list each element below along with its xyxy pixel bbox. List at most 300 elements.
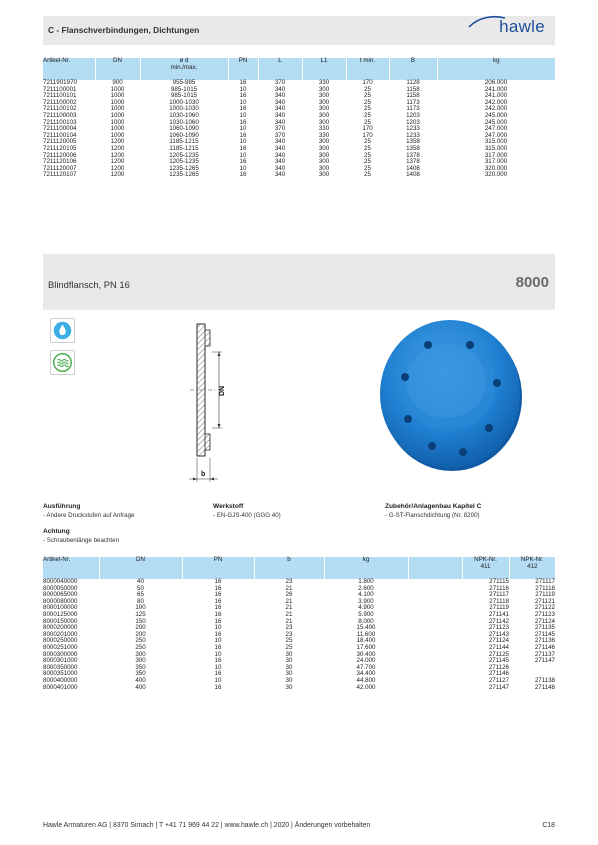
table-cell: 25 (364, 105, 371, 113)
ausfuehrung-text: - Andere Druckstufen auf Anfrage (43, 512, 135, 519)
table-header-row (43, 58, 555, 80)
table-cell: 271144 (488, 643, 509, 651)
table-cell: 315.000 (484, 144, 508, 152)
table-cell: 1205-1235 (169, 151, 199, 159)
table-cell: 340 (274, 138, 286, 146)
col-artikel: Artikel-Nr. (43, 557, 99, 579)
table-row (43, 658, 555, 665)
table-cell: 1205-1235 (169, 158, 199, 166)
table-cell: 271148 (534, 683, 555, 691)
table-cell: 1408 (406, 171, 420, 179)
table-cell: 271117 (535, 578, 555, 585)
werkstoff-text: - EN-GJS-400 (GGG 40) (213, 512, 281, 519)
spacer-cell (408, 678, 462, 685)
table-row (43, 665, 555, 672)
table-row (43, 172, 555, 179)
blind-flange-table (43, 557, 555, 691)
table-cell: 16 (214, 670, 222, 678)
col-artikel: Artikel-Nr. (43, 58, 95, 80)
table-cell: 1173 (406, 98, 420, 106)
water-drop-icon (50, 318, 75, 343)
table-cell: 16 (214, 617, 222, 625)
table-cell: 7211901970 (43, 79, 77, 86)
table-cell: 1000 (110, 125, 125, 133)
achtung-text: - Schraubenlänge beachten (43, 537, 120, 544)
table-cell: 7211120105 (43, 144, 77, 152)
table-cell: 271124 (488, 637, 509, 645)
table-cell: 8000150000 (43, 617, 78, 625)
table-cell: 50 (137, 584, 144, 592)
table-cell: 1358 (406, 138, 420, 146)
table-cell: 7211120006 (43, 151, 77, 159)
table-cell: 8000351000 (43, 670, 78, 678)
achtung-heading: Achtung (43, 528, 70, 535)
table-cell: 34.400 (356, 670, 376, 678)
table-cell: 300 (318, 98, 330, 106)
table-cell: 10 (239, 151, 247, 159)
table-cell: 7211100103 (43, 118, 77, 126)
table-cell: 1185-1215 (169, 144, 199, 152)
page-footer (43, 822, 555, 829)
table-cell: 30 (285, 676, 293, 684)
table-cell: 125 (135, 610, 146, 618)
table-header-row (43, 557, 555, 579)
table-row (43, 645, 555, 652)
spacer-cell (408, 599, 462, 606)
table-cell: 10 (214, 624, 222, 632)
table-cell: 271146 (488, 670, 509, 678)
table-cell: 271145 (488, 657, 509, 665)
table-cell: 7211120005 (43, 138, 77, 146)
table-cell: 1000-1030 (169, 98, 199, 106)
table-cell: 241.000 (484, 92, 508, 100)
table-cell: 30 (285, 683, 293, 691)
table-cell: 245.000 (484, 111, 508, 119)
table-cell: 400 (135, 676, 146, 684)
table-cell: 16 (239, 158, 247, 166)
spacer-cell (408, 658, 462, 665)
table-cell: 25 (364, 98, 371, 106)
table-cell: 11.600 (356, 630, 376, 638)
table-cell: 47.700 (356, 663, 376, 671)
table-cell: 7211120106 (43, 158, 77, 166)
table-cell: 1233 (406, 131, 420, 139)
table-cell: 10 (214, 637, 222, 645)
table-cell: 2.600 (358, 584, 374, 592)
table-cell: 7211120007 (43, 164, 77, 172)
table-cell: 340 (274, 164, 286, 172)
spacer-cell (408, 632, 462, 639)
table-row (43, 671, 555, 678)
table-cell: 1200 (110, 164, 125, 172)
table-cell: 300 (318, 118, 330, 126)
page-header (43, 16, 555, 45)
col-tmin: t min. (346, 58, 389, 80)
table-cell: 16 (239, 144, 247, 152)
col-b: b (254, 557, 324, 579)
table-cell: 7211120107 (43, 171, 77, 179)
table-cell: 1128 (406, 79, 420, 86)
table-cell: 320.000 (484, 164, 508, 172)
table-cell: 1030-1060 (169, 111, 199, 119)
table-cell: 340 (274, 158, 286, 166)
table-cell: 300 (318, 171, 330, 179)
table-cell: 8000250000 (43, 637, 78, 645)
table-cell: 1200 (110, 171, 125, 179)
spacer-cell (408, 652, 462, 659)
spacer-cell (408, 625, 462, 632)
table-cell: 8000200000 (43, 624, 78, 632)
table-cell: 8000350000 (43, 663, 78, 671)
table-cell: 315.000 (484, 138, 508, 146)
table-cell: 170 (362, 131, 373, 139)
table-cell: 985-1015 (170, 85, 198, 93)
table-cell: 370 (274, 79, 286, 86)
table-cell: 25 (364, 111, 371, 119)
table-cell: 21 (285, 584, 293, 592)
table-cell: 16 (239, 105, 247, 113)
technical-drawing (180, 316, 250, 488)
col-b: B (389, 58, 437, 80)
table-cell: 271135 (534, 624, 555, 632)
table-cell: 271117 (489, 591, 509, 599)
table-cell: 8000100000 (43, 604, 78, 612)
table-cell: 1235-1265 (169, 171, 199, 179)
col-od: ø d min./max. (140, 58, 228, 80)
table-cell: 8000300000 (43, 650, 78, 658)
table-cell: 7211100002 (43, 98, 77, 106)
table-cell: 8000401000 (43, 683, 78, 691)
blind-flange-image (378, 315, 526, 475)
table-cell: 18.400 (356, 637, 376, 645)
table-cell: 5.900 (358, 610, 374, 618)
table-cell: 340 (274, 111, 286, 119)
table-cell: 1000 (110, 118, 125, 126)
table-cell: 1060-1090 (169, 125, 199, 133)
table-cell: 1378 (406, 158, 420, 166)
table-cell: 1173 (406, 105, 420, 113)
col-l1: L1 (302, 58, 346, 80)
table-cell: 65 (137, 591, 144, 599)
col-npk-412: NPK-Nr. 412 (509, 557, 555, 579)
table-cell: 1000 (110, 92, 125, 100)
table-cell: 10 (214, 650, 222, 658)
table-cell: 271115 (489, 578, 509, 585)
table-cell: 30 (285, 663, 293, 671)
table-cell: 10 (239, 125, 247, 133)
hawle-logo (465, 17, 545, 45)
table-cell: 25 (364, 144, 371, 152)
table-cell: 955-985 (172, 79, 196, 86)
table-cell: 1000 (110, 105, 125, 113)
table-cell: 25 (364, 158, 371, 166)
table-cell: 300 (135, 657, 146, 665)
table-cell: 250 (135, 637, 146, 645)
table-cell: 300 (318, 151, 330, 159)
table-cell: 271143 (488, 630, 509, 638)
spacer-cell (408, 605, 462, 612)
table-cell: 300 (318, 158, 330, 166)
col-npk-411: NPK-Nr. 411 (462, 557, 509, 579)
table-cell: 21 (285, 610, 293, 618)
table-cell: 42.000 (356, 683, 376, 691)
table-cell: 271126 (488, 663, 509, 671)
spacer-cell (408, 671, 462, 678)
table-cell: 16 (214, 610, 222, 618)
table-cell: 200 (135, 630, 146, 638)
table-cell: 271125 (488, 650, 509, 658)
table-cell: 317.000 (484, 158, 508, 166)
table-cell: 300 (318, 111, 330, 119)
table-cell: 400 (135, 683, 146, 691)
table-cell: 16 (239, 171, 247, 179)
table-cell (509, 665, 555, 672)
table-cell: 26 (285, 591, 293, 599)
spacer-cell (408, 619, 462, 626)
table-cell: 1200 (110, 158, 125, 166)
table-row (43, 599, 555, 606)
table-cell: 1235-1265 (169, 164, 199, 172)
spacer-cell (408, 592, 462, 599)
table-cell: 340 (274, 85, 286, 93)
table-row (43, 605, 555, 612)
table-cell: 4.100 (358, 591, 374, 599)
table-cell: 24.000 (356, 657, 376, 665)
table-row (43, 632, 555, 639)
table-cell: 8000040000 (43, 578, 78, 585)
table-cell: 16 (214, 630, 222, 638)
table-cell: 170 (362, 79, 373, 86)
spacer-cell (408, 612, 462, 619)
footer-text: Hawle Armaturen AG | 8370 Sirnach | T +41 71 969 44 22 | www.hawle.ch | 2020 | Änderungen vorbehalten (43, 822, 371, 829)
table-cell: 271141 (488, 610, 509, 618)
table-cell: 340 (274, 171, 286, 179)
table-row (43, 612, 555, 619)
table-row (43, 638, 555, 645)
table-cell: 271118 (489, 597, 509, 605)
table-cell: 1185-1215 (169, 138, 199, 146)
table-cell: 250 (135, 643, 146, 651)
dn-dimension-label: DN (219, 385, 226, 396)
table-cell: 8000301000 (43, 657, 78, 665)
table-cell: 271147 (488, 683, 509, 691)
table-cell: 1060-1090 (169, 131, 199, 139)
table-cell: 7211100101 (43, 92, 77, 100)
table-cell: 8000050000 (43, 584, 78, 592)
table-cell: 271123 (488, 624, 509, 632)
table-cell: 300 (318, 92, 330, 100)
table-cell: 1158 (406, 92, 420, 100)
table-cell: 8000125000 (43, 610, 78, 618)
table-cell: 8000251000 (43, 643, 78, 651)
table-cell: 1203 (406, 118, 420, 126)
table-cell: 1200 (110, 138, 125, 146)
table-cell: 8000080000 (43, 597, 78, 605)
table-cell: 25 (364, 92, 371, 100)
table-cell: 25 (285, 643, 293, 651)
table-cell: 8000065000 (43, 591, 78, 599)
table-cell: 3.900 (358, 597, 374, 605)
table-cell: 271124 (534, 617, 555, 625)
table-cell: 242.000 (484, 98, 508, 106)
table-cell: 900 (112, 79, 123, 86)
table-cell: 10 (239, 138, 247, 146)
table-cell: 1000 (110, 131, 125, 139)
table-cell: 25 (364, 85, 371, 93)
table-cell: 350 (135, 670, 146, 678)
table-cell: 271142 (488, 617, 509, 625)
table-cell: 21 (285, 617, 293, 625)
table-cell: 21 (285, 604, 293, 612)
product-code: 8000 (515, 274, 549, 291)
table-cell: 1200 (110, 151, 125, 159)
table-row (43, 579, 555, 586)
table-row (43, 592, 555, 599)
table-cell: 370 (274, 131, 286, 139)
spacer-cell (408, 638, 462, 645)
table-cell: 23 (285, 624, 293, 632)
table-cell: 300 (318, 85, 330, 93)
table-cell: 8000201000 (43, 630, 78, 638)
table-cell: 170 (362, 125, 373, 133)
spacer-cell (408, 579, 462, 586)
table-cell: 30 (285, 657, 293, 665)
table-cell: 7211100004 (43, 125, 77, 133)
col-pn: PN (228, 58, 258, 80)
table-cell: 271146 (534, 643, 555, 651)
spacer-cell (408, 586, 462, 593)
table-cell: 350 (135, 663, 146, 671)
spacer-cell (408, 665, 462, 672)
werkstoff-heading: Werkstoff (213, 503, 244, 510)
table-cell: 340 (274, 92, 286, 100)
table-row (43, 685, 555, 692)
table-cell: 1000 (110, 85, 125, 93)
table-cell: 340 (274, 98, 286, 106)
table-cell: 300 (318, 138, 330, 146)
table-cell: 150 (135, 617, 146, 625)
col-pn: PN (182, 557, 254, 579)
table-cell: 271119 (489, 604, 509, 612)
col-spacer (408, 557, 462, 579)
table-cell: 300 (318, 164, 330, 172)
table-cell: 1000 (110, 98, 125, 106)
table-cell: 271127 (488, 676, 509, 684)
table-row (43, 619, 555, 626)
table-cell: 7211100003 (43, 111, 77, 119)
table-cell: 8.000 (358, 617, 374, 625)
table-cell: 340 (274, 118, 286, 126)
table-cell: 25 (364, 118, 371, 126)
table-cell: 16 (214, 683, 222, 691)
table-cell: 25 (364, 151, 371, 159)
table-cell: 271137 (534, 650, 555, 658)
zubehoer-heading: Zubehör/Anlagenbau Kapitel C (385, 503, 482, 510)
table-cell: 1408 (406, 164, 420, 172)
table-cell: 206.000 (484, 79, 508, 86)
table-cell: 10 (239, 111, 247, 119)
table-cell: 330 (318, 131, 330, 139)
spacer-cell (408, 645, 462, 652)
table-cell: 16 (239, 79, 247, 86)
table-cell: 16 (214, 584, 222, 592)
table-cell: 30.400 (356, 650, 376, 658)
table-cell: 271145 (534, 630, 555, 638)
table-cell: 242.000 (484, 105, 508, 113)
table-cell: 30 (285, 670, 293, 678)
table-cell: 10 (239, 85, 247, 93)
table-cell: 7211100104 (43, 131, 77, 139)
table-cell: 16 (239, 92, 247, 100)
col-dn: DN (99, 557, 182, 579)
page-title: C - Flanschverbindungen, Dichtungen (48, 25, 200, 35)
table-cell: 1000 (110, 111, 125, 119)
product-section-header (43, 254, 555, 310)
table-cell: 1000-1030 (169, 105, 199, 113)
waves-icon (50, 350, 75, 375)
table-cell: 16 (239, 131, 247, 139)
table-cell: 15.400 (356, 624, 376, 632)
table-cell: 985-1015 (170, 92, 198, 100)
table-cell: 1233 (406, 125, 420, 133)
table-cell: 271138 (534, 676, 555, 684)
table-cell: 16 (239, 118, 247, 126)
table-cell: 4.900 (358, 604, 374, 612)
table-cell: 340 (274, 151, 286, 159)
table-row (43, 652, 555, 659)
table-cell: 23 (285, 630, 293, 638)
table-cell: 317.000 (484, 151, 508, 159)
table-cell: 80 (137, 597, 144, 605)
table-cell: 1358 (406, 144, 420, 152)
table-cell: 30 (285, 650, 293, 658)
table-cell: 17.600 (356, 643, 376, 651)
col-l: L (258, 58, 302, 80)
table-cell: 200 (135, 624, 146, 632)
table-cell: 241.000 (484, 85, 508, 93)
table-cell: 25 (364, 138, 371, 146)
table-cell: 300 (135, 650, 146, 658)
table-row (43, 625, 555, 632)
table-cell: 1.800 (358, 578, 374, 585)
table-cell: 271119 (535, 591, 555, 599)
table-cell: 8000400000 (43, 676, 78, 684)
table-cell: 16 (214, 591, 222, 599)
col-dn: DN (95, 58, 140, 80)
table-cell: 7211100001 (43, 85, 77, 93)
product-title: Blindflansch, PN 16 (48, 279, 130, 290)
table-cell: 25 (364, 171, 371, 179)
col-kg: kg (324, 557, 408, 579)
table-cell: 271121 (534, 597, 555, 605)
table-cell: 320.000 (484, 171, 508, 179)
b-dimension-label: b (201, 471, 206, 478)
table-cell: 370 (274, 125, 286, 133)
table-cell: 25 (364, 164, 371, 172)
table-cell: 247.000 (484, 125, 508, 133)
table-cell: 16 (214, 597, 222, 605)
table-cell: 16 (214, 604, 222, 612)
table-cell: 1030-1060 (169, 118, 199, 126)
table-cell: 1200 (110, 144, 125, 152)
flange-connection-table (43, 58, 555, 179)
table-cell: 10 (214, 663, 222, 671)
table-cell: 100 (135, 604, 146, 612)
table-cell: 1158 (406, 85, 420, 93)
table-cell: 340 (274, 144, 286, 152)
table-cell: 10 (214, 676, 222, 684)
table-cell: 23 (285, 578, 293, 585)
